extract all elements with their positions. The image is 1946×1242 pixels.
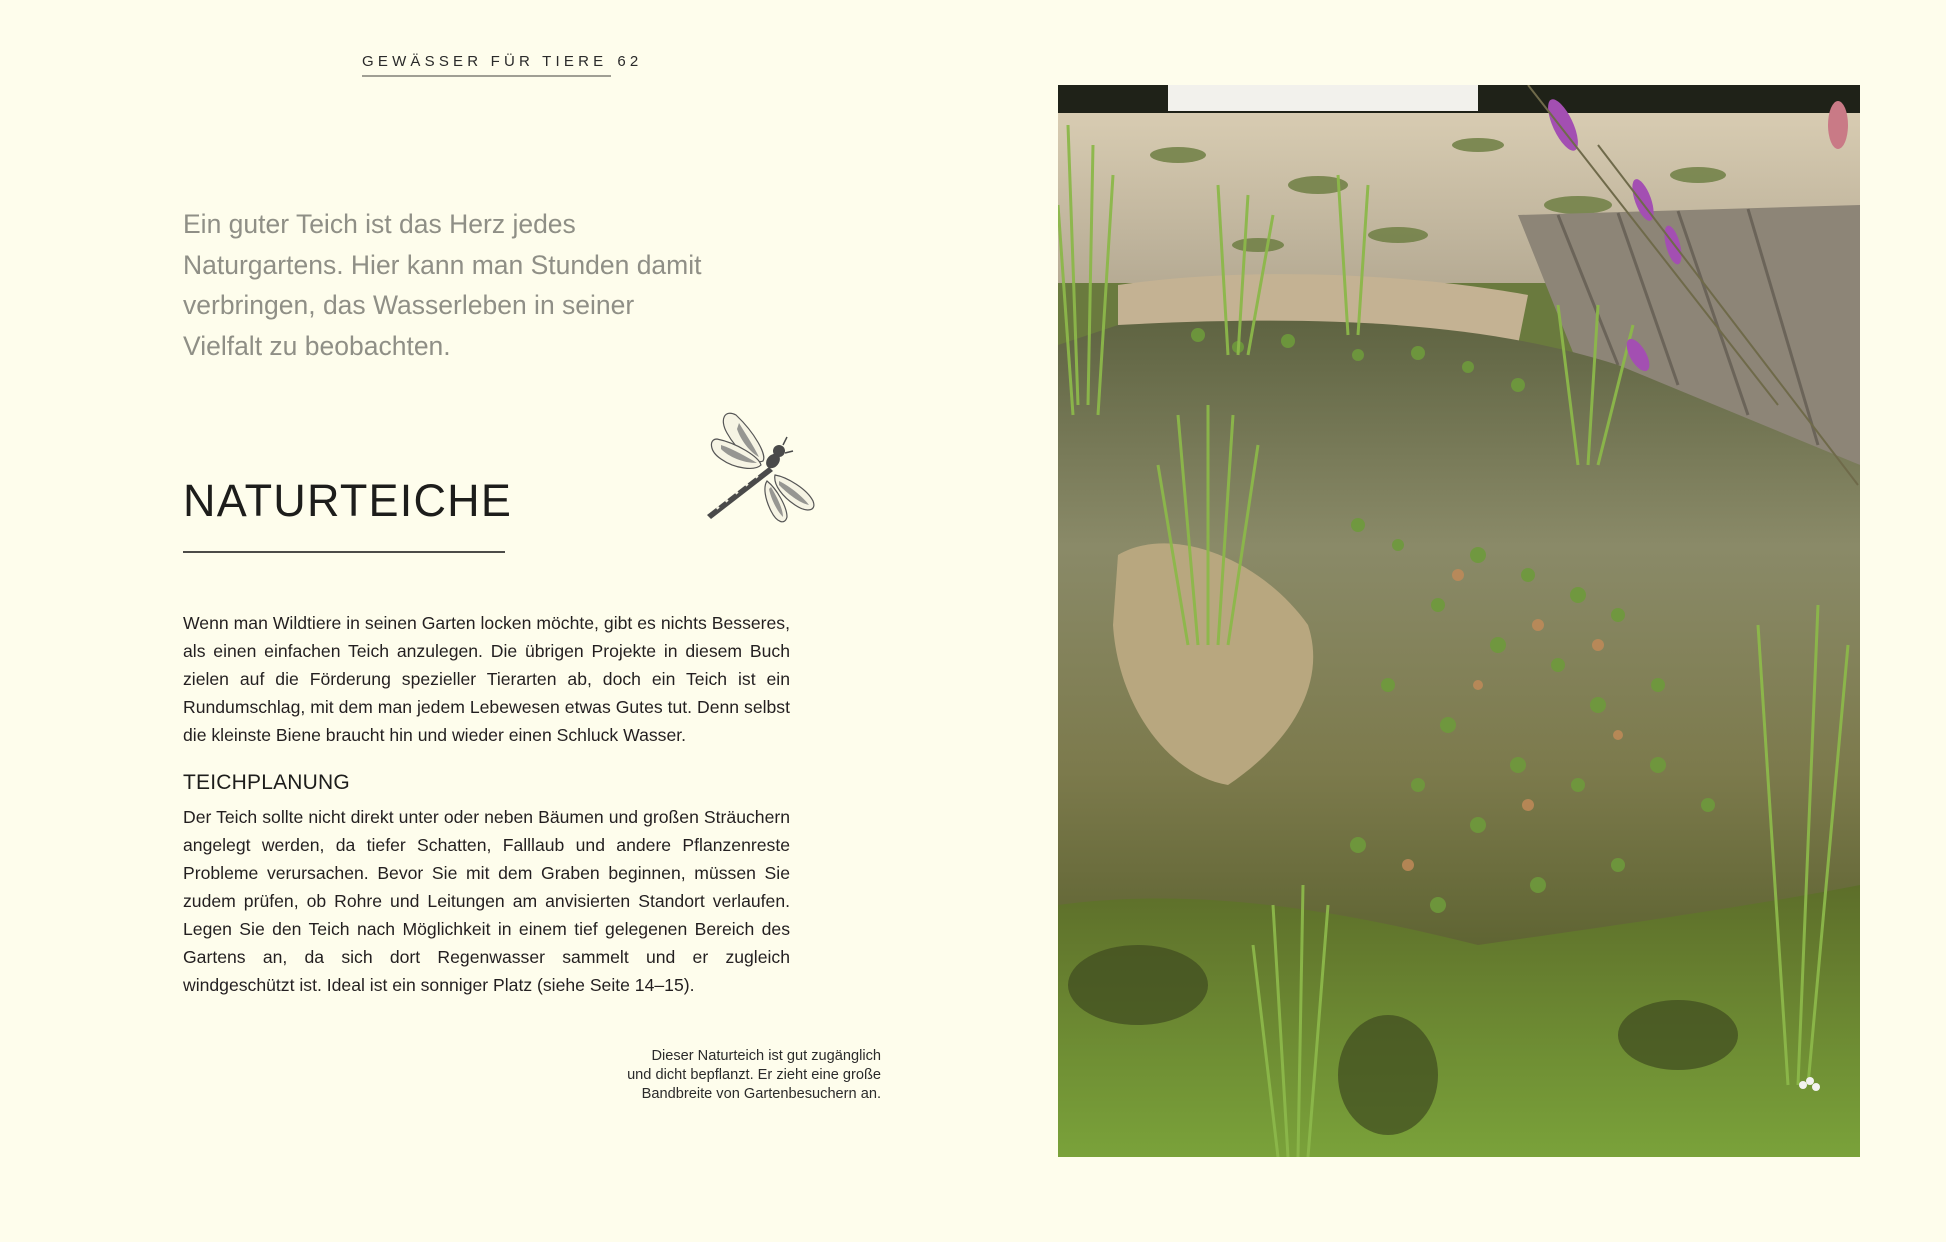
caption-line: Bandbreite von Gartenbesuchern an. xyxy=(641,1086,881,1102)
lead-paragraph: Ein guter Teich ist das Herz jedes Naturgartens. Hier kann man Stunden damit verbringen, das Wasserleben in seiner Vielfalt zu beobachten. xyxy=(183,209,702,361)
intro-paragraph: Wenn man Wildtiere in seinen Garten locken möchte, gibt es nichts Besseres, als einen einfachen Teich anzulegen. Die übrigen Projekte in diesem Buch zielen auf die Förderung spezieller Tierarten ab, doch ein Teich ist ein Rundumschlag, mit dem man jedem Lebewesen etwas Gutes tut. Denn selbst die kleinste Biene braucht hin und wieder einen Schluck Wasser. xyxy=(183,613,790,745)
running-head-rule xyxy=(362,75,611,77)
subsection-title: TEICHPLANUNG xyxy=(183,771,350,794)
subsection-paragraph: Der Teich sollte nicht direkt unter oder neben Bäumen und großen Sträuchern angelegt werden, da tiefer Schatten, Falllaub und andere Pflanzenreste Probleme verursachen. Bevor Sie mit dem Graben beginnen, müssen Sie zudem prüfen, ob Rohre und Leitungen am anvisierten Standort verlaufen. Legen Sie den Teich nach Möglichkeit in einem tief gelegenen Bereich des Gartens an, da sich dort Regenwasser sammelt und er zugleich windgeschützt ist. Ideal ist ein sonniger Platz (siehe Seite 14–15). xyxy=(183,807,790,995)
dragonfly-icon xyxy=(703,403,818,528)
photo-caption xyxy=(560,1047,881,1104)
caption-line: und dicht bepflanzt. Er zieht eine große xyxy=(627,1067,881,1083)
pond-photo xyxy=(1058,85,1860,1157)
section-title: NATURTEICHE xyxy=(183,475,513,526)
section-title-rule xyxy=(183,551,505,553)
running-head-title: GEWÄSSER FÜR TIERE xyxy=(362,53,608,70)
page-number: 62 xyxy=(617,53,643,70)
caption-line: Dieser Naturteich ist gut zugänglich xyxy=(651,1048,881,1064)
running-head xyxy=(362,53,642,70)
